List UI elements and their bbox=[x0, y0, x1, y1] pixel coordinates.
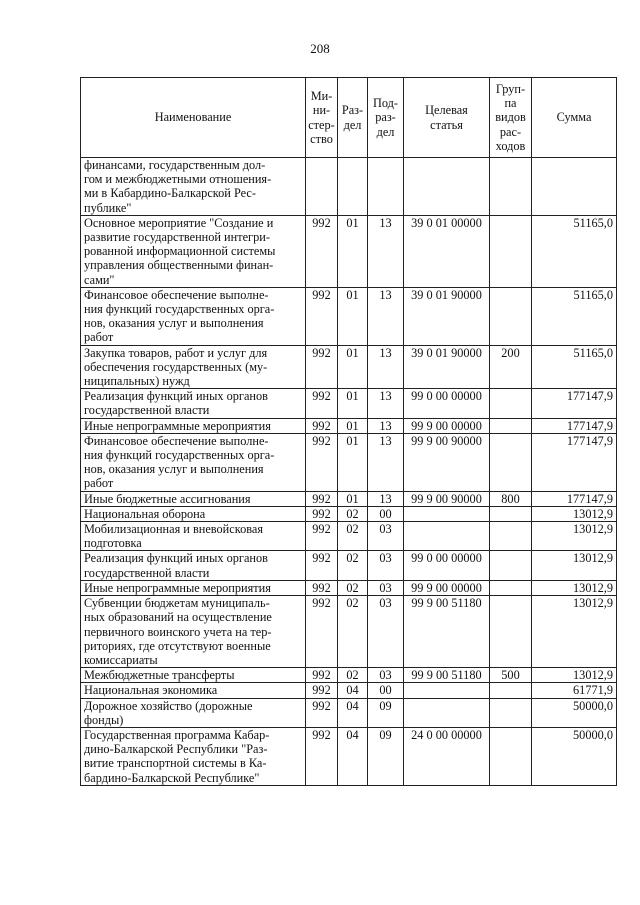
cell-section: 02 bbox=[338, 522, 368, 551]
cell-target-article bbox=[404, 522, 490, 551]
cell-expense-group bbox=[490, 522, 532, 551]
cell-ministry: 992 bbox=[306, 727, 338, 785]
cell-expense-group: 500 bbox=[490, 668, 532, 683]
header-expense-group: Груп- па видов рас- ходов bbox=[490, 78, 532, 158]
cell-name: Иные непрограммные мероприятия bbox=[81, 580, 306, 595]
cell-section: 01 bbox=[338, 418, 368, 433]
table-row bbox=[81, 551, 617, 580]
cell-ministry: 992 bbox=[306, 551, 338, 580]
cell-subsection: 13 bbox=[368, 491, 404, 506]
cell-name: Финансовое обеспечение выполне- ния функций государственных орга- нов, оказания услуг и выполнения работ bbox=[81, 433, 306, 491]
cell-name: Основное мероприятие "Создание и развитие государственной интегри- рованной информационной системы управления общественными финан- сами" bbox=[81, 215, 306, 287]
cell-section: 02 bbox=[338, 668, 368, 683]
cell-section: 01 bbox=[338, 389, 368, 418]
cell-subsection: 13 bbox=[368, 215, 404, 287]
cell-expense-group bbox=[490, 698, 532, 727]
cell-section: 04 bbox=[338, 683, 368, 698]
cell-target-article: 99 0 00 00000 bbox=[404, 551, 490, 580]
cell-subsection: 13 bbox=[368, 389, 404, 418]
cell-sum: 51165,0 bbox=[532, 287, 617, 345]
header-section: Раз- дел bbox=[338, 78, 368, 158]
cell-sum: 177147,9 bbox=[532, 433, 617, 491]
page-number: 208 bbox=[310, 41, 330, 56]
cell-target-article: 39 0 01 90000 bbox=[404, 287, 490, 345]
budget-table bbox=[80, 77, 617, 786]
cell-subsection: 09 bbox=[368, 698, 404, 727]
cell-section: 04 bbox=[338, 698, 368, 727]
table-row bbox=[81, 215, 617, 287]
cell-target-article: 99 9 00 90000 bbox=[404, 491, 490, 506]
cell-expense-group bbox=[490, 433, 532, 491]
cell-subsection: 13 bbox=[368, 433, 404, 491]
cell-sum: 13012,9 bbox=[532, 596, 617, 668]
table-row bbox=[81, 668, 617, 683]
table-row bbox=[81, 727, 617, 785]
cell-sum: 177147,9 bbox=[532, 389, 617, 418]
cell-name: Межбюджетные трансферты bbox=[81, 668, 306, 683]
cell-target-article: 99 0 00 00000 bbox=[404, 389, 490, 418]
cell-sum: 13012,9 bbox=[532, 551, 617, 580]
cell-ministry: 992 bbox=[306, 506, 338, 521]
cell-expense-group bbox=[490, 158, 532, 216]
table-row bbox=[81, 698, 617, 727]
header-target-article: Целевая статья bbox=[404, 78, 490, 158]
cell-name: Закупка товаров, работ и услуг для обеспечения государственных (му- ниципальных) нужд bbox=[81, 345, 306, 389]
cell-section: 02 bbox=[338, 596, 368, 668]
cell-ministry: 992 bbox=[306, 418, 338, 433]
cell-target-article: 39 0 01 90000 bbox=[404, 345, 490, 389]
cell-expense-group bbox=[490, 506, 532, 521]
table-body bbox=[81, 158, 617, 786]
cell-name: Национальная оборона bbox=[81, 506, 306, 521]
cell-section: 01 bbox=[338, 433, 368, 491]
cell-name: Мобилизационная и вневойсковая подготовка bbox=[81, 522, 306, 551]
cell-name: Государственная программа Кабар- дино-Балкарской Республики "Раз- витие транспортной системы в Ка- бардино-Балкарской Республике" bbox=[81, 727, 306, 785]
cell-ministry: 992 bbox=[306, 698, 338, 727]
cell-name: Реализация функций иных органов государственной власти bbox=[81, 389, 306, 418]
cell-target-article: 99 9 00 00000 bbox=[404, 580, 490, 595]
cell-section: 02 bbox=[338, 506, 368, 521]
cell-subsection bbox=[368, 158, 404, 216]
cell-expense-group bbox=[490, 287, 532, 345]
cell-subsection: 09 bbox=[368, 727, 404, 785]
cell-name: Иные бюджетные ассигнования bbox=[81, 491, 306, 506]
cell-ministry: 992 bbox=[306, 345, 338, 389]
cell-ministry: 992 bbox=[306, 287, 338, 345]
cell-subsection: 13 bbox=[368, 287, 404, 345]
cell-sum: 177147,9 bbox=[532, 418, 617, 433]
cell-name: Иные непрограммные мероприятия bbox=[81, 418, 306, 433]
cell-name: Дорожное хозяйство (дорожные фонды) bbox=[81, 698, 306, 727]
table-row bbox=[81, 506, 617, 521]
table-row bbox=[81, 345, 617, 389]
cell-expense-group bbox=[490, 418, 532, 433]
cell-sum: 13012,9 bbox=[532, 506, 617, 521]
cell-target-article: 39 0 01 00000 bbox=[404, 215, 490, 287]
table-row bbox=[81, 418, 617, 433]
cell-subsection: 00 bbox=[368, 683, 404, 698]
cell-name: Финансовое обеспечение выполне- ния функций государственных орга- нов, оказания услуг и выполнения работ bbox=[81, 287, 306, 345]
cell-target-article: 99 9 00 51180 bbox=[404, 668, 490, 683]
cell-ministry: 992 bbox=[306, 433, 338, 491]
cell-section: 01 bbox=[338, 215, 368, 287]
cell-subsection: 03 bbox=[368, 596, 404, 668]
cell-ministry: 992 bbox=[306, 522, 338, 551]
cell-expense-group bbox=[490, 215, 532, 287]
cell-ministry bbox=[306, 158, 338, 216]
cell-target-article: 99 9 00 00000 bbox=[404, 418, 490, 433]
cell-section: 01 bbox=[338, 491, 368, 506]
cell-expense-group bbox=[490, 389, 532, 418]
cell-section: 01 bbox=[338, 345, 368, 389]
cell-section: 02 bbox=[338, 580, 368, 595]
cell-name: Реализация функций иных органов государственной власти bbox=[81, 551, 306, 580]
cell-section: 04 bbox=[338, 727, 368, 785]
cell-section bbox=[338, 158, 368, 216]
cell-target-article: 99 9 00 90000 bbox=[404, 433, 490, 491]
cell-expense-group bbox=[490, 727, 532, 785]
table-row bbox=[81, 491, 617, 506]
cell-subsection: 03 bbox=[368, 580, 404, 595]
cell-target-article bbox=[404, 698, 490, 727]
cell-sum: 51165,0 bbox=[532, 215, 617, 287]
cell-name: Национальная экономика bbox=[81, 683, 306, 698]
header-name: Наименование bbox=[81, 78, 306, 158]
cell-subsection: 03 bbox=[368, 668, 404, 683]
header-ministry: Ми- ни- стер- ство bbox=[306, 78, 338, 158]
cell-subsection: 00 bbox=[368, 506, 404, 521]
table-row bbox=[81, 433, 617, 491]
cell-expense-group bbox=[490, 596, 532, 668]
cell-name: финансами, государственным дол- гом и межбюджетными отношения- ми в Кабардино-Балкарской Рес- публике" bbox=[81, 158, 306, 216]
cell-sum: 13012,9 bbox=[532, 522, 617, 551]
cell-section: 02 bbox=[338, 551, 368, 580]
cell-target-article: 24 0 00 00000 bbox=[404, 727, 490, 785]
table-header-row bbox=[81, 78, 617, 158]
cell-ministry: 992 bbox=[306, 491, 338, 506]
table-row bbox=[81, 158, 617, 216]
table-row bbox=[81, 389, 617, 418]
cell-sum: 50000,0 bbox=[532, 698, 617, 727]
cell-section: 01 bbox=[338, 287, 368, 345]
cell-sum: 50000,0 bbox=[532, 727, 617, 785]
cell-subsection: 13 bbox=[368, 345, 404, 389]
cell-sum: 13012,9 bbox=[532, 668, 617, 683]
cell-subsection: 03 bbox=[368, 551, 404, 580]
cell-expense-group bbox=[490, 551, 532, 580]
cell-sum: 51165,0 bbox=[532, 345, 617, 389]
cell-subsection: 03 bbox=[368, 522, 404, 551]
cell-expense-group bbox=[490, 580, 532, 595]
cell-ministry: 992 bbox=[306, 215, 338, 287]
cell-target-article bbox=[404, 506, 490, 521]
cell-sum: 13012,9 bbox=[532, 580, 617, 595]
cell-name: Субвенции бюджетам муниципаль- ных образований на осуществление первичного воинского учета на тер- риториях, где отсутствуют военные комиссариаты bbox=[81, 596, 306, 668]
table-row bbox=[81, 287, 617, 345]
cell-target-article bbox=[404, 158, 490, 216]
cell-ministry: 992 bbox=[306, 389, 338, 418]
header-sum: Сумма bbox=[532, 78, 617, 158]
table-row bbox=[81, 596, 617, 668]
cell-expense-group bbox=[490, 683, 532, 698]
cell-target-article: 99 9 00 51180 bbox=[404, 596, 490, 668]
table-row bbox=[81, 580, 617, 595]
table-row bbox=[81, 683, 617, 698]
cell-ministry: 992 bbox=[306, 580, 338, 595]
cell-expense-group: 200 bbox=[490, 345, 532, 389]
cell-ministry: 992 bbox=[306, 683, 338, 698]
header-subsection: Под- раз- дел bbox=[368, 78, 404, 158]
table-row bbox=[81, 522, 617, 551]
cell-ministry: 992 bbox=[306, 668, 338, 683]
cell-target-article bbox=[404, 683, 490, 698]
cell-sum bbox=[532, 158, 617, 216]
cell-sum: 177147,9 bbox=[532, 491, 617, 506]
cell-expense-group: 800 bbox=[490, 491, 532, 506]
cell-subsection: 13 bbox=[368, 418, 404, 433]
cell-ministry: 992 bbox=[306, 596, 338, 668]
cell-sum: 61771,9 bbox=[532, 683, 617, 698]
